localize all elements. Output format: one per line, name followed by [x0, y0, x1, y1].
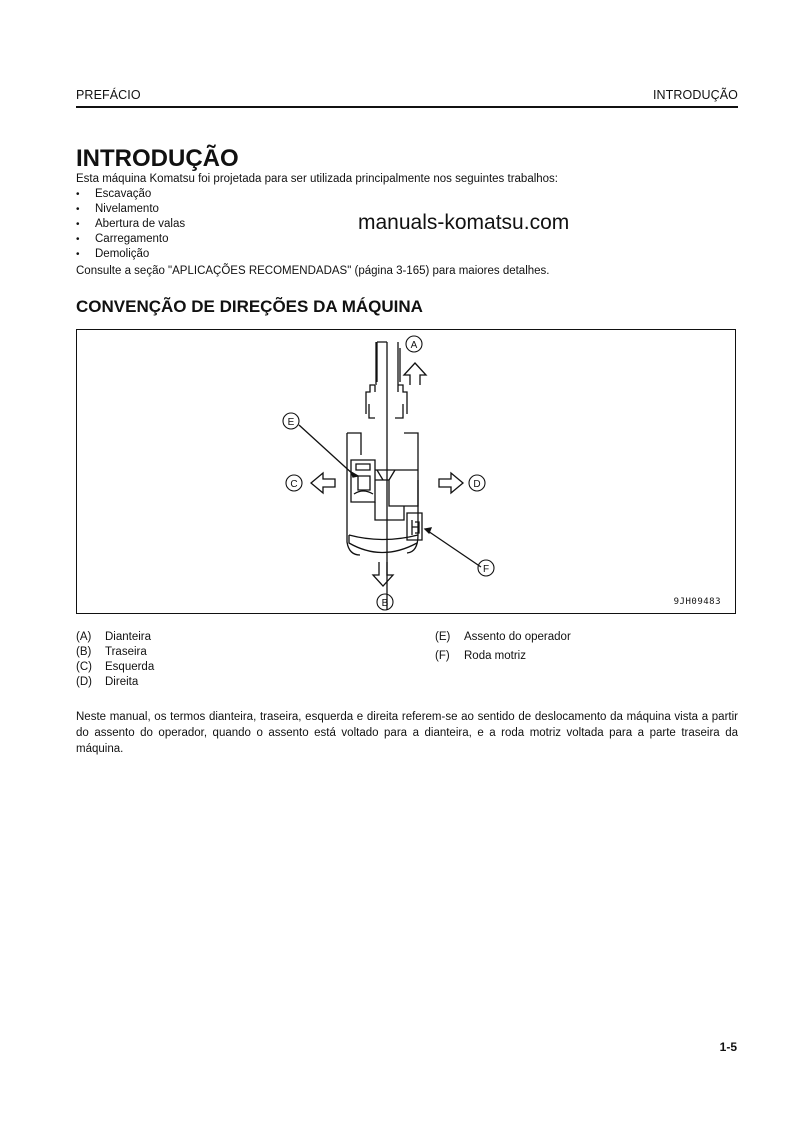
figure-code: 9JH09483: [673, 597, 721, 607]
right-arrow-icon: [439, 473, 463, 493]
page-title: INTRODUÇÃO: [76, 145, 239, 172]
svg-text:E: E: [287, 417, 295, 428]
legend-item: (F) Roda motriz: [435, 650, 526, 662]
machine-directions-figure: [76, 329, 736, 614]
callout-f: [478, 560, 494, 576]
intro-paragraph: Esta máquina Komatsu foi projetada para ser utilizada principalmente nos seguintes trabalhos:: [76, 173, 559, 185]
legend-components: [435, 630, 571, 668]
header-section-name: PREFÁCIO: [76, 88, 141, 102]
list-item: • Demolição: [76, 247, 185, 262]
machine-top-view-diagram: [77, 330, 737, 615]
svg-text:D: D: [473, 479, 481, 490]
watermark: manuals-komatsu.com: [358, 211, 570, 234]
callout-d: [469, 475, 485, 491]
legend-item: (C) Esquerda: [76, 661, 155, 673]
callout-c: [286, 475, 302, 491]
legend-item: (A) Dianteira: [76, 631, 152, 643]
machine-body: [347, 433, 422, 555]
svg-text:B: B: [381, 598, 389, 609]
callout-b: [377, 594, 393, 610]
legend-item: (B) Traseira: [76, 646, 147, 658]
svg-text:C: C: [290, 479, 298, 490]
leader-line-f: [425, 529, 481, 567]
list-item: • Nivelamento: [76, 202, 185, 217]
forward-arrow-icon: [404, 363, 426, 385]
legend-item: (D) Direita: [76, 676, 139, 688]
subsection-title: CONVENÇÃO DE DIREÇÕES DA MÁQUINA: [76, 297, 423, 316]
callout-e: [283, 413, 299, 429]
header-chapter-name: INTRODUÇÃO: [652, 88, 738, 102]
page-number: 1-5: [719, 1040, 737, 1054]
body-paragraph: Neste manual, os termos dianteira, traseira, esquerda e direita referem-se ao sentido de deslocamento da máquina vista a partir do assento do operador, quando o assento está voltado para a dianteira, e a roda motriz voltada para a parte traseira da máquina.: [76, 711, 738, 755]
work-types-list: [76, 187, 185, 262]
legend-item: (E) Assento do operador: [435, 631, 571, 643]
callout-a: [406, 336, 422, 352]
consult-reference: Consulte a seção "APLICAÇÕES RECOMENDADAS" (página 3-165) para maiores detalhes.: [76, 265, 550, 277]
legend-directions: [76, 630, 154, 690]
list-item: • Abertura de valas: [76, 217, 185, 232]
svg-text:F: F: [482, 564, 490, 575]
rear-arrow-icon: [373, 562, 393, 586]
header-rule: [76, 106, 738, 108]
svg-text:A: A: [410, 340, 418, 351]
list-item: • Carregamento: [76, 232, 185, 247]
list-item: • Escavação: [76, 187, 185, 202]
left-arrow-icon: [311, 473, 335, 493]
